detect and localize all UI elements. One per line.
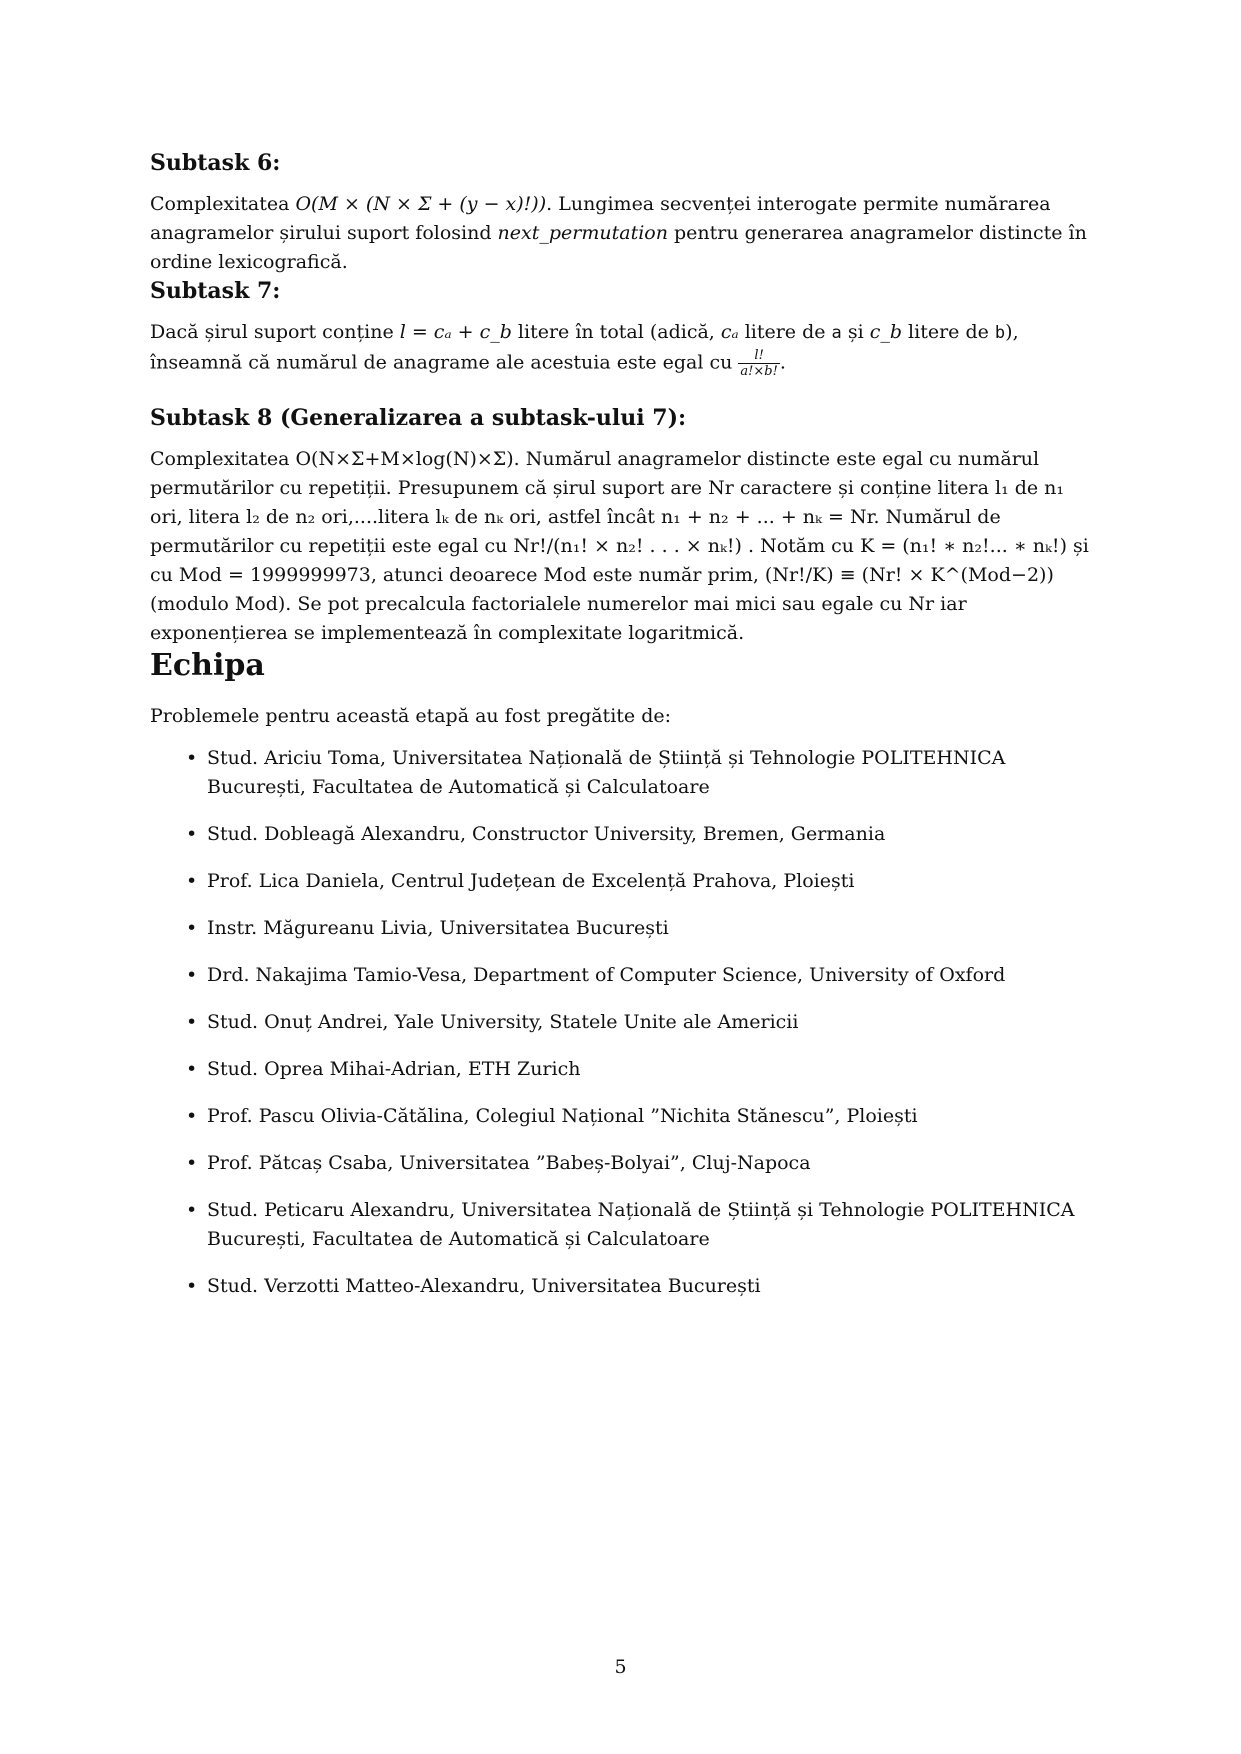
subtask7-cb: c_b xyxy=(869,321,903,343)
subtask6-text-2: . Lungimea secvenței interogate permite numărarea anagramelor șirului suport folosind xyxy=(150,193,1051,244)
subtask7-letter-b: b xyxy=(994,323,1006,343)
team-member-item: • Stud. Dobleagă Alexandru, Constructor University, Bremen, Germania xyxy=(150,820,1100,849)
subtask8-paragraph: Complexitatea O(N×Σ+M×log(N)×Σ). Numărul anagramelor distincte este egal cu numărul permutărilor cu repetiții. Presupunem că șirul suport are Nr caractere și conține litera l₁ de n₁ ori, litera l₂ de n₂ ori,....litera lₖ de nₖ ori, astfel încât n₁ + n₂ + ... + nₖ = Nr. Numărul de permutărilor cu repetiții este egal cu Nr!/(n₁! × n₂! . . . × nₖ!) . Notăm cu K = (n₁! ∗ n₂!... ∗ nₖ!) și cu Mod = 1999999973, atunci deoarece Mod este număr prim, (Nr!/K) ≡ (Nr! × K^(Mod−2)) (modulo Mod). Se pot precalcula factorialele numerelor mai mici sau egale cu Nr iar exponențierea se implementează în complexitate logaritmică. xyxy=(150,448,1089,644)
subtask7-text-7: . xyxy=(779,351,786,374)
subtask6-text-1: Complexitatea xyxy=(150,193,296,215)
subtask6-function-name: next_permutation xyxy=(497,222,668,244)
team-member-list xyxy=(150,744,1100,1319)
team-member-item: • Stud. Oprea Mihai-Adrian, ETH Zurich xyxy=(150,1055,1100,1084)
subtask7-text-4: și xyxy=(841,321,870,343)
subtask7-ca: cₐ xyxy=(720,321,739,343)
subtask7-letter-a: a xyxy=(831,323,842,343)
subtask7-paragraph xyxy=(150,318,1100,379)
subtask6-text-3: pentru generarea anagramelor distincte în ordine lexicografică. xyxy=(150,222,1087,273)
subtask7-fraction-denominator: a!×b! xyxy=(740,364,778,379)
subtask7-text-2: litere în total (adică, xyxy=(511,321,721,343)
subtask7-fraction xyxy=(738,348,779,379)
team-member-item: • Stud. Peticaru Alexandru, Universitatea Națională de Știință și Tehnologie POLITEHNICA București, Facultatea de Automatică și Calculatoare xyxy=(150,1196,1100,1254)
subtask7-text-1: Dacă șirul suport conține xyxy=(150,321,400,343)
subtask6-heading: Subtask 6: xyxy=(150,150,281,176)
subtask6-paragraph xyxy=(150,190,1100,277)
team-member-item: • Drd. Nakajima Tamio-Vesa, Department of Computer Science, University of Oxford xyxy=(150,961,1100,990)
subtask7-text-3: litere de xyxy=(738,321,832,343)
subtask8-heading: Subtask 8 (Generalizarea a subtask-ului 7): xyxy=(150,405,687,431)
team-intro: Problemele pentru această etapă au fost pregătite de: xyxy=(150,705,671,727)
document-page xyxy=(150,0,1100,1754)
team-member-item: • Prof. Pascu Olivia-Cătălina, Colegiul Național ”Nichita Stănescu”, Ploiești xyxy=(150,1102,1100,1131)
team-member-item: • Prof. Pătcaș Csaba, Universitatea ”Babeș-Bolyai”, Cluj-Napoca xyxy=(150,1149,1100,1178)
subtask7-formula: l = cₐ + c_b xyxy=(399,321,512,343)
team-member-item: • Stud. Verzotti Matteo-Alexandru, Universitatea București xyxy=(150,1272,1100,1301)
page-number: 5 xyxy=(614,1656,627,1678)
subtask7-heading: Subtask 7: xyxy=(150,278,281,304)
subtask7-text-5: litere de xyxy=(902,321,995,343)
subtask7-fraction-numerator: l! xyxy=(738,348,779,364)
team-section-heading: Echipa xyxy=(150,648,265,683)
team-member-item: • Prof. Lica Daniela, Centrul Județean de Excelență Prahova, Ploiești xyxy=(150,867,1100,896)
team-member-item: • Instr. Măgureanu Livia, Universitatea București xyxy=(150,914,1100,943)
team-member-item: • Stud. Onuț Andrei, Yale University, Statele Unite ale Americii xyxy=(150,1008,1100,1037)
subtask6-formula: O(M × (N × Σ + (y − x)!)) xyxy=(295,193,547,215)
team-member-item: • Stud. Ariciu Toma, Universitatea Națională de Știință și Tehnologie POLITEHNICA București, Facultatea de Automatică și Calculatoare xyxy=(150,744,1100,802)
subtask7-text-6: ), înseamnă că numărul de anagrame ale acestuia este egal cu xyxy=(150,321,1019,374)
